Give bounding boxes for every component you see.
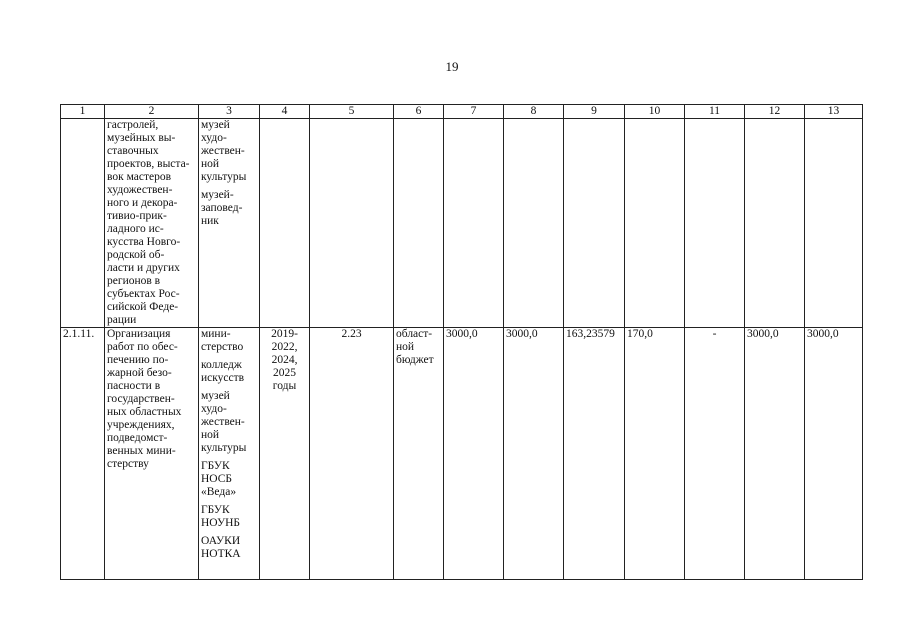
executor-group <box>201 390 257 455</box>
header-cell: 1 <box>61 105 105 119</box>
text-line: ной <box>396 341 415 353</box>
cell-indicator: 2.23 <box>310 328 394 580</box>
text-line: регионов в <box>107 275 161 287</box>
text-line: бюджет <box>396 354 434 366</box>
text-line: 2025 <box>273 367 296 379</box>
text-line: заповед- <box>201 202 243 214</box>
text-line: ных областных <box>107 406 182 418</box>
text-line: кусства Новго- <box>107 236 181 248</box>
cell-activity-name <box>105 328 199 580</box>
text-line: колледж <box>201 359 242 371</box>
header-cell: 11 <box>685 105 745 119</box>
text-line: венных мини- <box>107 445 176 457</box>
text-line: жарной безо- <box>107 367 172 379</box>
text-line: ОАУКИ <box>201 535 241 547</box>
text-line: годы <box>272 380 297 392</box>
text-line: 2019- <box>271 328 298 340</box>
text-line: вок мастеров <box>107 171 172 183</box>
text-line: 2024, <box>271 354 298 366</box>
cell-value <box>685 119 745 328</box>
text-line: подведомст- <box>107 432 168 444</box>
cell-executor <box>199 119 260 328</box>
header-cell: 8 <box>504 105 564 119</box>
cell-value <box>805 119 863 328</box>
header-cell: 10 <box>625 105 685 119</box>
cell-value <box>504 119 564 328</box>
text-line: культуры <box>201 442 247 454</box>
text-line: культуры <box>201 171 247 183</box>
cell-indicator <box>310 119 394 328</box>
text-line: жествен- <box>201 416 245 428</box>
text-line: тивио-прик- <box>107 210 167 222</box>
text-line: музей- <box>201 189 234 201</box>
cell-value: 3000,0 <box>805 328 863 580</box>
text-line: стерство <box>201 341 244 353</box>
text-line: печению по- <box>107 354 169 366</box>
executor-group <box>201 189 257 228</box>
executor-group <box>201 504 257 530</box>
text-line: Организация <box>107 328 171 340</box>
text-line: учреждениях, <box>107 419 175 431</box>
cell-period <box>260 119 310 328</box>
text-line: субъектах Рос- <box>107 288 180 300</box>
page-number: 19 <box>445 59 459 74</box>
header-cell: 9 <box>564 105 625 119</box>
cell-number <box>61 119 105 328</box>
text-line: худо- <box>201 132 227 144</box>
cell-value: 170,0 <box>625 328 685 580</box>
text-line: област- <box>396 328 433 340</box>
text-line: ной <box>201 158 220 170</box>
cell-value: 163,23579 <box>564 328 625 580</box>
cell-value <box>625 119 685 328</box>
executor-group <box>201 119 257 184</box>
cell-value <box>444 119 504 328</box>
text-line: «Веда» <box>201 486 237 498</box>
cell-value: 3000,0 <box>444 328 504 580</box>
text-line: НОТКА <box>201 548 241 560</box>
cell-value <box>564 119 625 328</box>
text-line: ставочных <box>107 145 159 157</box>
header-cell: 5 <box>310 105 394 119</box>
cell-source <box>394 328 444 580</box>
executor-group <box>201 535 257 561</box>
text-line: пасности в <box>107 380 161 392</box>
text-line: государствен- <box>107 393 175 405</box>
text-line: 2022, <box>271 341 298 353</box>
header-cell: 6 <box>394 105 444 119</box>
text-line: ГБУК <box>201 504 230 516</box>
header-cell: 13 <box>805 105 863 119</box>
cell-activity-name <box>105 119 199 328</box>
table-row <box>61 328 863 580</box>
text-line: музейных вы- <box>107 132 176 144</box>
cell-source <box>394 119 444 328</box>
text-line: работ по обес- <box>107 341 178 353</box>
header-cell: 3 <box>199 105 260 119</box>
text-line: проектов, выста- <box>107 158 190 170</box>
cell-period <box>260 328 310 580</box>
text-line: художествен- <box>107 184 173 196</box>
cell-value: - <box>685 328 745 580</box>
text-line: худо- <box>201 403 227 415</box>
header-cell: 12 <box>745 105 805 119</box>
text-line: музей <box>201 119 230 131</box>
cell-value: 3000,0 <box>504 328 564 580</box>
text-line: родской об- <box>107 249 165 261</box>
table-row-continuation <box>61 119 863 328</box>
header-cell: 7 <box>444 105 504 119</box>
text-line: гастролей, <box>107 119 159 131</box>
text-line: музей <box>201 390 230 402</box>
text-line: сийской Феде- <box>107 301 179 313</box>
text-line: ной <box>201 429 220 441</box>
executor-group <box>201 359 257 385</box>
cell-number: 2.1.11. <box>61 328 105 580</box>
header-cell: 2 <box>105 105 199 119</box>
text-line: ладного ис- <box>107 223 164 235</box>
text-line: мини- <box>201 328 231 340</box>
text-line: ник <box>201 215 219 227</box>
text-line: НОУНБ <box>201 517 241 529</box>
text-line: жествен- <box>201 145 245 157</box>
program-table <box>60 104 863 580</box>
cell-value: 3000,0 <box>745 328 805 580</box>
executor-group <box>201 328 257 354</box>
text-line: ласти и других <box>107 262 180 274</box>
header-row <box>61 105 863 119</box>
text-line: НОСБ <box>201 473 233 485</box>
text-line: ГБУК <box>201 460 230 472</box>
text-line: стерству <box>107 458 149 470</box>
text-line: ного и декора- <box>107 197 178 209</box>
cell-executor <box>199 328 260 580</box>
text-line: искусств <box>201 372 245 384</box>
text-line: рации <box>107 314 137 326</box>
header-cell: 4 <box>260 105 310 119</box>
cell-value <box>745 119 805 328</box>
executor-group <box>201 460 257 499</box>
